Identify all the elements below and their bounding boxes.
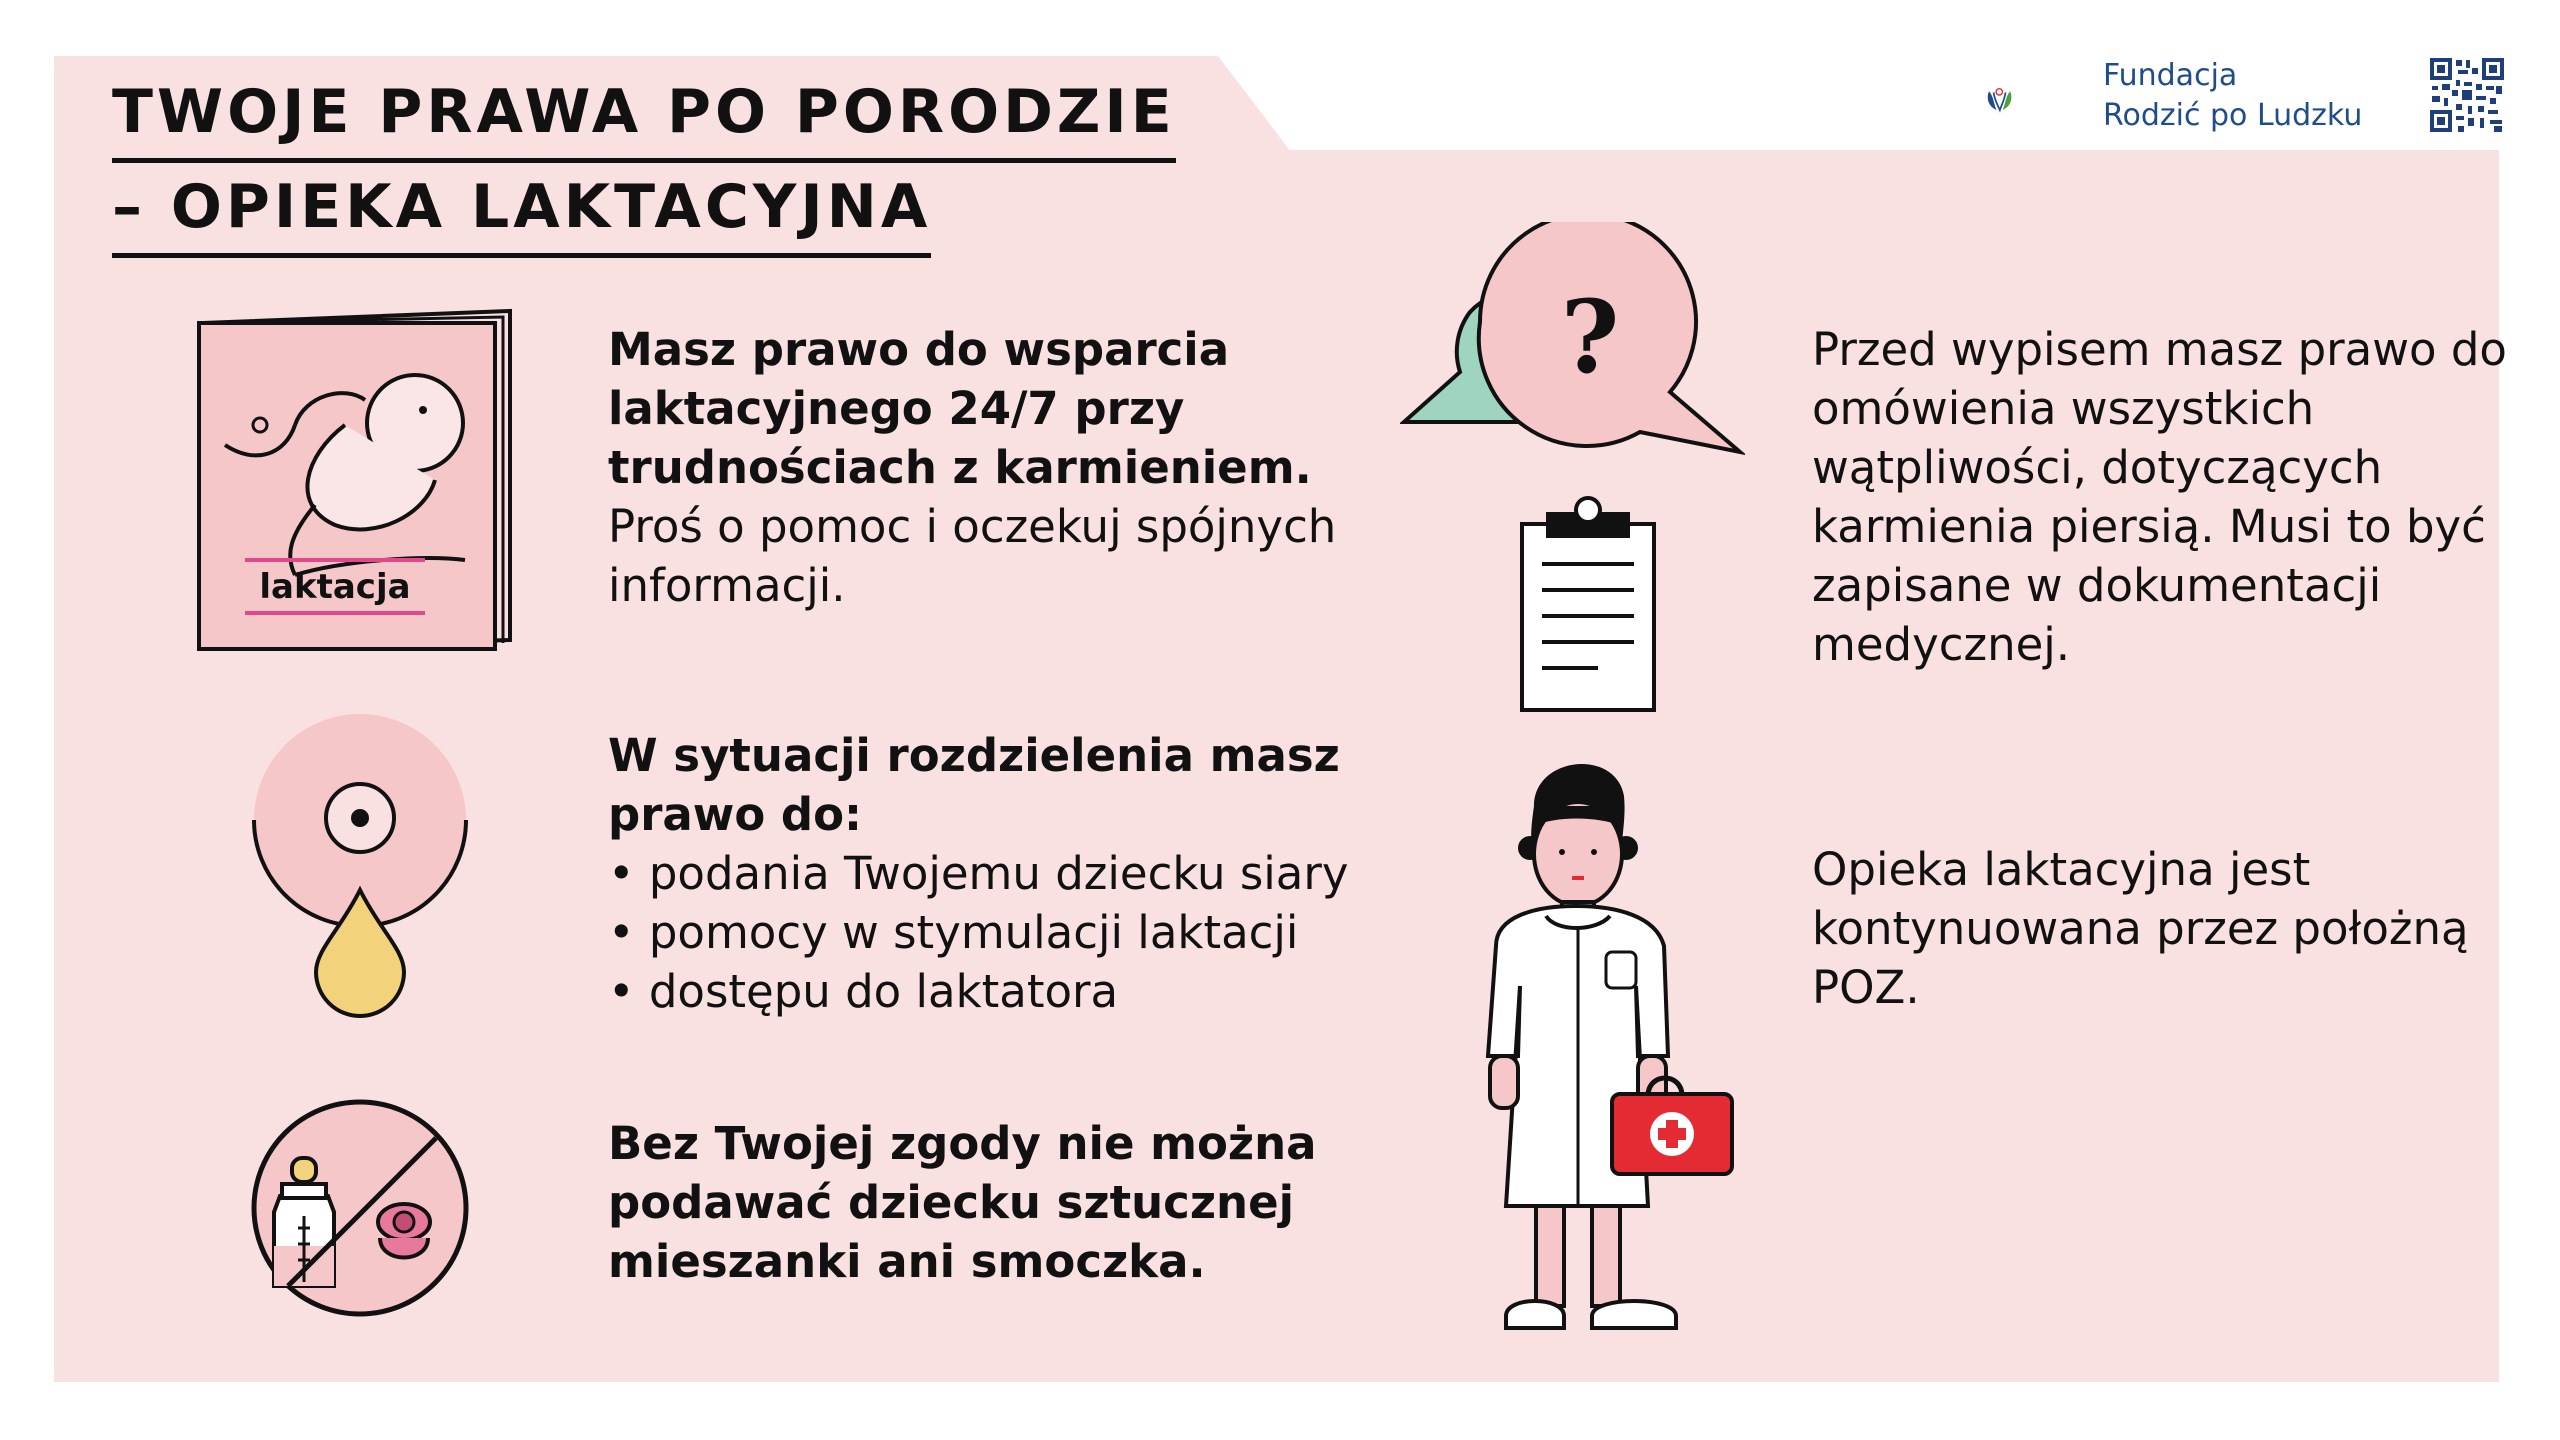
clipboard-icon	[1518, 494, 1658, 716]
no-bottle-pacifier-icon	[248, 1096, 472, 1320]
page-title	[112, 68, 1176, 258]
item-2-bold: W sytuacji rozdzielenia masz prawo do:	[608, 729, 1340, 841]
svg-text:?: ?	[1560, 278, 1620, 396]
foundation-logo-icon	[1985, 54, 2105, 144]
discharge-text: Przed wypisem masz prawo do omówienia wszystkich wątpliwości, dotyczących karmienia piersią. Musi to być zapisane w dokumentacji medycznej.	[1812, 323, 2507, 671]
breastfeeding-book-icon	[195, 305, 525, 651]
midwife-text: Opieka laktacyjna jest kontynuowana przez położną POZ.	[1812, 843, 2469, 1014]
title-line-1: TWOJE PRAWA PO PORODZIE	[112, 68, 1176, 163]
logo-line-2: Rodzić po Ludzku	[2103, 98, 2363, 133]
item-3-bold: Bez Twojej zgody nie można podawać dziecku sztucznej mieszanki ani smoczka.	[608, 1117, 1317, 1288]
speech-bubbles-icon	[1400, 222, 1745, 458]
list-item: • dostępu do laktatora	[608, 962, 1388, 1021]
item-2-bullets	[608, 844, 1388, 1021]
list-item: • pomocy w stymulacji laktacji	[608, 903, 1388, 962]
item-separation-rights	[608, 726, 1388, 1021]
book-label: laktacja	[259, 567, 411, 607]
item-lactation-support	[608, 320, 1388, 615]
midwife-icon	[1476, 756, 1738, 1336]
midwife-info	[1812, 840, 2512, 1017]
breast-drop-icon	[250, 710, 470, 1020]
item-1-bold: Masz prawo do wsparcia laktacyjnego 24/7 przy trudnościach z karmieniem.	[608, 323, 1312, 494]
discharge-info	[1812, 320, 2512, 674]
logo-line-1: Fundacja	[2103, 58, 2238, 93]
list-item: • podania Twojemu dziecku siary	[608, 844, 1388, 903]
title-line-2: – OPIEKA LAKTACYJNA	[112, 163, 931, 258]
qr-code-icon	[2428, 56, 2506, 134]
item-1-text: Proś o pomoc i oczekuj spójnych informacji.	[608, 500, 1337, 612]
foundation-logo-text	[2103, 56, 2362, 136]
item-consent	[608, 1114, 1388, 1291]
